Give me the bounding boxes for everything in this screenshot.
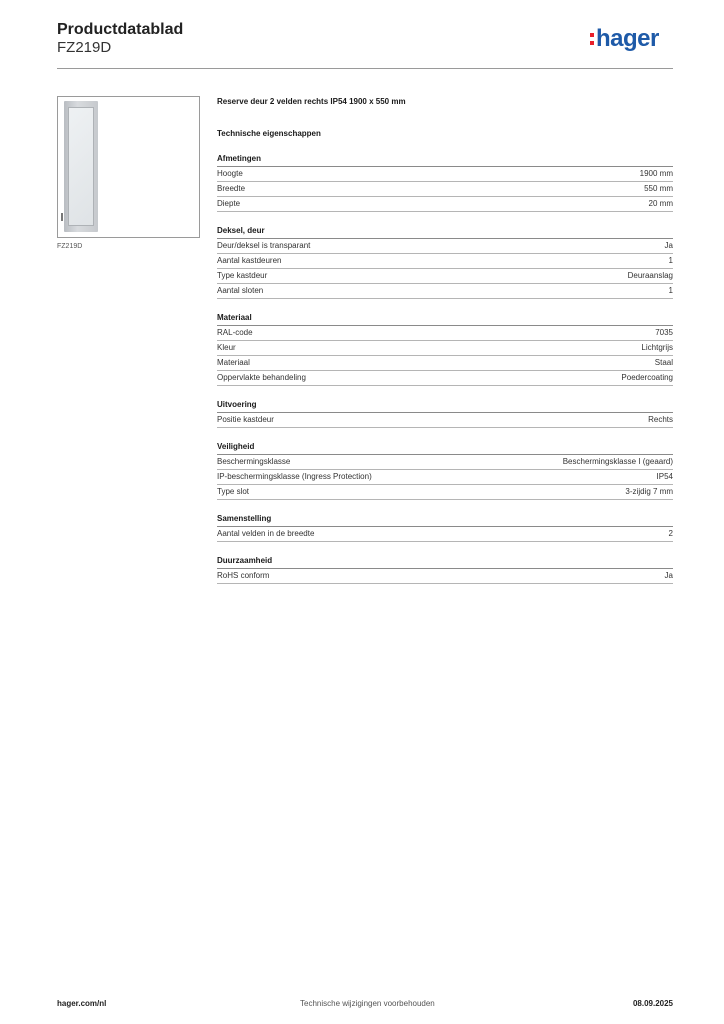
hager-logo [590, 27, 659, 51]
spec-row [217, 326, 673, 341]
spec-sections [217, 152, 673, 584]
spec-label: Diepte [217, 199, 241, 208]
product-image [57, 96, 200, 238]
spec-value: Lichtgrijs [641, 343, 673, 352]
section-title: Uitvoering [217, 398, 673, 413]
product-image-caption: FZ219D [57, 243, 83, 250]
spec-row [217, 569, 673, 584]
spec-value: 1900 mm [639, 169, 673, 178]
spec-row [217, 197, 673, 212]
spec-value: Deuraanslag [627, 271, 673, 280]
specs-title: Technische eigenschappen [217, 129, 321, 138]
spec-label: Hoogte [217, 169, 243, 178]
spec-section [217, 512, 673, 542]
spec-label: Aantal kastdeuren [217, 256, 282, 265]
spec-value: 2 [668, 529, 673, 538]
spec-label: RAL-code [217, 328, 253, 337]
spec-value: Staal [654, 358, 673, 367]
spec-section [217, 440, 673, 500]
spec-content [217, 96, 673, 584]
door-illustration [64, 101, 98, 232]
spec-label: Type kastdeur [217, 271, 268, 280]
footer-date: 08.09.2025 [632, 999, 673, 1008]
spec-section [217, 554, 673, 584]
spec-value: 7035 [655, 328, 673, 337]
spec-section [217, 311, 673, 386]
spec-label: Type slot [217, 487, 250, 496]
spec-section [217, 224, 673, 299]
spec-section [217, 152, 673, 212]
spec-value: Ja [664, 571, 673, 580]
section-title: Duurzaamheid [217, 554, 673, 569]
spec-row [217, 470, 673, 485]
section-title: Afmetingen [217, 152, 673, 167]
spec-value: Rechts [648, 415, 673, 424]
product-code: FZ219D [57, 39, 112, 56]
door-handle-icon [61, 213, 63, 221]
section-title: Materiaal [217, 311, 673, 326]
spec-value: IP54 [656, 472, 673, 481]
spec-row [217, 182, 673, 197]
spec-value: 20 mm [648, 199, 673, 208]
spec-value: Ja [664, 241, 673, 250]
header-divider [57, 68, 673, 69]
spec-value: Beschermingsklasse I (geaard) [562, 457, 673, 466]
spec-value: 1 [668, 256, 673, 265]
spec-row [217, 239, 673, 254]
spec-row [217, 269, 673, 284]
spec-value: 1 [668, 286, 673, 295]
page-title: Productdatablad [57, 21, 184, 38]
spec-value: 550 mm [644, 184, 673, 193]
spec-label: Breedte [217, 184, 246, 193]
spec-row [217, 527, 673, 542]
spec-value: 3-zijdig 7 mm [625, 487, 673, 496]
spec-row [217, 167, 673, 182]
spec-label: Aantal sloten [217, 286, 264, 295]
spec-label: Positie kastdeur [217, 415, 274, 424]
spec-label: Aantal velden in de breedte [217, 529, 315, 538]
spec-label: Beschermingsklasse [217, 457, 291, 466]
spec-value: Poedercoating [621, 373, 673, 382]
spec-label: RoHS conform [217, 571, 270, 580]
logo-text: hager [596, 25, 659, 52]
spec-label: Oppervlakte behandeling [217, 373, 306, 382]
spec-label: IP-beschermingsklasse (Ingress Protection) [217, 472, 372, 481]
product-description: Reserve deur 2 velden rechts IP54 1900 x 550 mm [217, 97, 406, 106]
footer-website: hager.com/nl [57, 999, 107, 1008]
spec-row [217, 284, 673, 299]
section-title: Samenstelling [217, 512, 673, 527]
spec-row [217, 371, 673, 386]
section-title: Deksel, deur [217, 224, 673, 239]
spec-section [217, 398, 673, 428]
section-title: Veiligheid [217, 440, 673, 455]
spec-row [217, 356, 673, 371]
spec-label: Materiaal [217, 358, 250, 367]
footer-notice: Technische wijzigingen voorbehouden [300, 999, 435, 1008]
spec-row [217, 341, 673, 356]
logo-dots-icon [590, 27, 594, 45]
spec-row [217, 485, 673, 500]
spec-row [217, 413, 673, 428]
spec-label: Kleur [217, 343, 236, 352]
spec-label: Deur/deksel is transparant [217, 241, 311, 250]
spec-row [217, 254, 673, 269]
spec-row [217, 455, 673, 470]
